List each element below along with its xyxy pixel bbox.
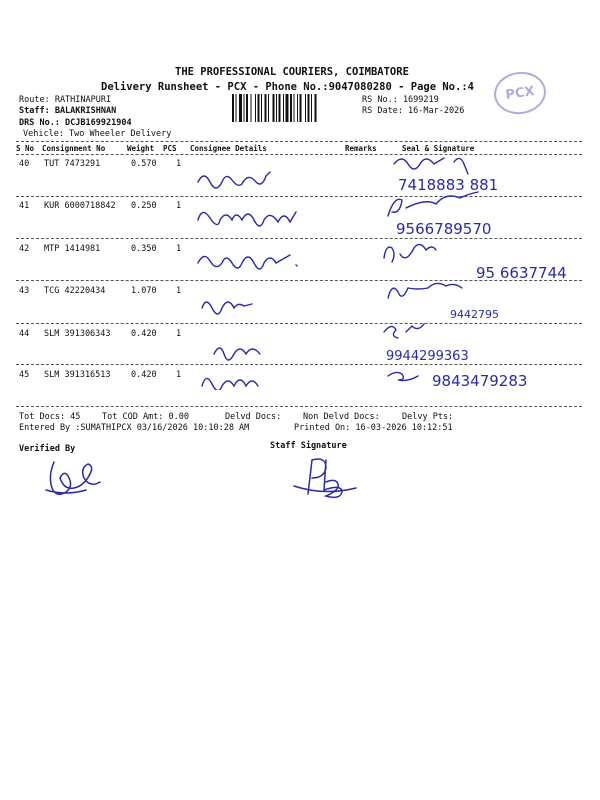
staff-signature [290,452,370,502]
row-40-sno: 40 [19,159,30,169]
row-41-pcs: 1 [176,201,182,211]
row-41-weight: 0.250 [131,201,157,211]
row-45-weight: 0.420 [131,370,157,380]
handwritten-signatures [376,150,591,400]
row-41-phone: 9566789570 [396,220,492,238]
tot-cod-amt: Tot COD Amt: 0.00 [102,412,189,422]
barcode-image [230,94,358,124]
row-43-pcs: 1 [176,286,182,296]
row-40-phone: 7418883 881 [398,176,499,194]
row-40-weight: 0.570 [131,159,157,169]
row-43-consignment: TCG 42220434 [44,286,106,296]
printed-on: Printed On: 16-03-2026 10:12:51 [294,423,453,433]
pcx-stamp: PCX [491,69,548,118]
runsheet-title: Delivery Runsheet - PCX - Phone No.:9047080280 - Page No.:4 [101,81,474,93]
drs-number: DRS No.: DCJB169921904 [19,118,132,128]
staff-signature-label: Staff Signature [270,441,347,451]
non-delvd-docs: Non Delvd Docs: [303,412,380,422]
table-top-rule [16,141,582,142]
row-42-weight: 0.350 [131,244,157,254]
verified-by-label: Verified By [19,444,76,454]
row-44-phone: 9944299363 [386,349,469,364]
staff-label: Staff: BALAKRISHNAN [19,106,117,116]
rs-date: RS Date: 16-Mar-2026 [362,106,465,116]
row-42-phone: 95 6637744 [476,264,567,282]
verified-signature [40,454,110,504]
route-label: Route: RATHINAPURI [19,95,112,105]
col-pcs: PCS [163,144,177,153]
row-44-weight: 0.420 [131,329,157,339]
row-44-pcs: 1 [176,329,182,339]
row-43-phone: 9442795 [450,308,499,321]
row-45-phone: 9843479283 [432,372,528,390]
col-seal: Seal & Signature [402,144,475,153]
row-42-pcs: 1 [176,244,182,254]
col-weight: Weight [127,144,155,153]
row-40-consignment: TUT 7473291 [44,159,101,169]
delvd-docs: Delvd Docs: [225,412,282,422]
delvy-pts: Delvy Pts: [402,412,454,422]
col-consignment: Consignment No [42,144,106,153]
col-consignee: Consignee Details [190,144,267,153]
row-40-pcs: 1 [176,159,182,169]
row-43-weight: 1.070 [131,286,157,296]
rs-number: RS No.: 1699219 [362,95,439,105]
col-remarks: Remarks [345,144,377,153]
row-42-consignment: MTP 1414981 [44,244,101,254]
row-44-sno: 44 [19,329,30,339]
entered-by: Entered By :SUMATHIPCX 03/16/2026 10:10:28 AM [19,423,250,433]
tot-docs: Tot Docs: 45 [19,412,81,422]
row-45-consignment: SLM 391316513 [44,370,111,380]
col-sno: S No [16,144,35,153]
vehicle-label: Vehicle: Two Wheeler Delivery [23,129,172,139]
row-41-sno: 41 [19,201,30,211]
row-43-sno: 43 [19,286,30,296]
handwritten-consignee-names [190,160,360,390]
row-45-sno: 45 [19,370,30,380]
row-44-consignment: SLM 391306343 [44,329,111,339]
table-bottom-rule [16,406,582,407]
row-45-pcs: 1 [176,370,182,380]
company-title: THE PROFESSIONAL COURIERS, COIMBATORE [175,66,409,78]
row-41-consignment: KUR 6000718842 [44,201,116,211]
row-42-sno: 42 [19,244,30,254]
